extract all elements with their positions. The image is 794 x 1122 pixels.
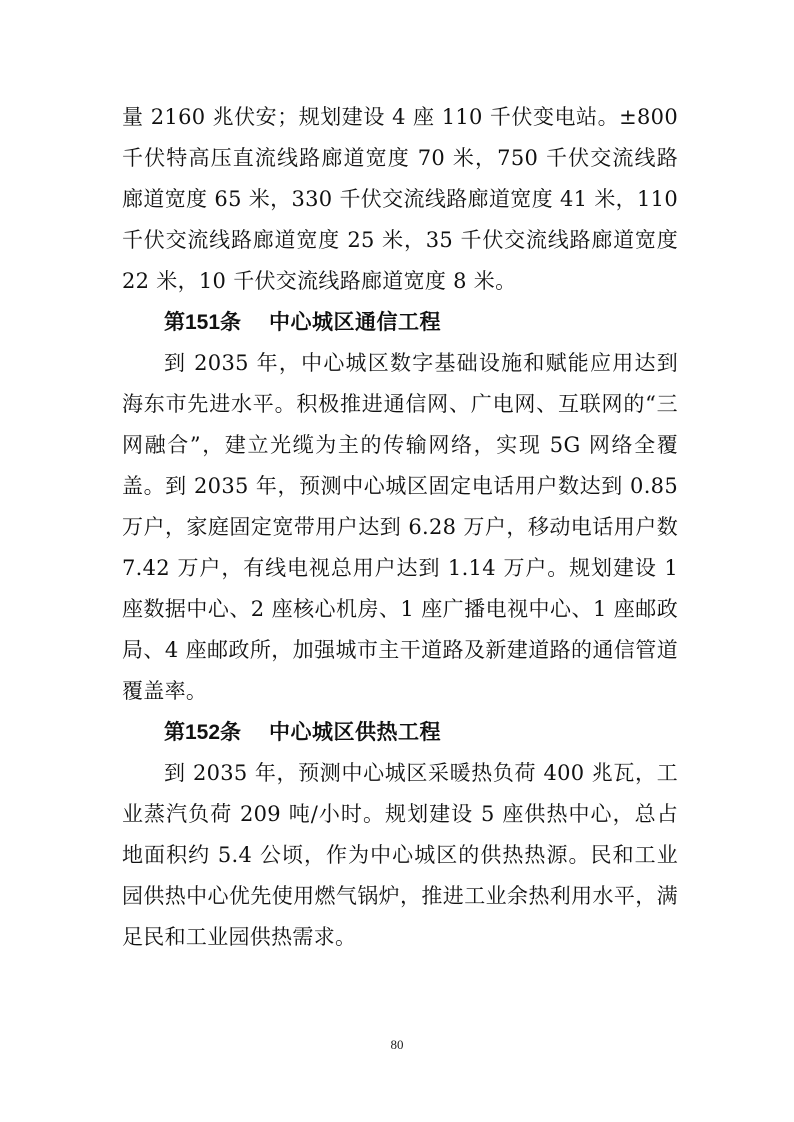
article-152-heading xyxy=(122,712,678,753)
paragraph-heating-engineering: 到 2035 年，预测中心城区采暖热负荷 400 兆瓦，工业蒸汽负荷 209 吨/小时。规划建设 5 座供热中心，总占地面积约 5.4 公顷，作为中心城区的供热热源。民和工业园供热中心优先使用燃气锅炉，推进工业余热利用水平，满足民和工业园供热需求。 xyxy=(122,761,678,949)
paragraph-communication-engineering: 到 2035 年，中心城区数字基础设施和赋能应用达到海东市先进水平。积极推进通信网、广电网、互联网的“三网融合”，建立光缆为主的传输网络，实现 5G 网络全覆盖。到 2035 年，预测中心城区固定电话用户数达到 0.85 万户，家庭固定宽带用户达到 6.28 万户，移动电话用户数 7.42 万户，有线电视总用户达到 1.14 万户。规划建设 1 座数据中心、2 座核心机房、1 座广播电视中心、1 座邮政局、4 座邮政所，加强城市主干道路及新建道路的通信管道覆盖率。 xyxy=(122,351,678,703)
article-152-title: 中心城区供热工程 xyxy=(269,720,442,744)
article-151-number: 第151条 xyxy=(164,311,242,334)
page-number: 80 xyxy=(390,1037,404,1052)
article-152-number: 第152条 xyxy=(164,721,242,744)
paragraph-power-corridors: 量 2160 兆伏安；规划建设 4 座 110 千伏变电站。±800 千伏特高压直流线路廊道宽度 70 米，750 千伏交流线路廊道宽度 65 米，330 千伏交流线路廊道宽度 41 米，110 千伏交流线路廊道宽度 25 米，35 千伏交流线路廊道宽度 22 米，10 千伏交流线路廊道宽度 8 米。 xyxy=(122,105,678,293)
article-151-heading xyxy=(122,302,678,343)
article-151-title: 中心城区通信工程 xyxy=(269,310,442,334)
page-body xyxy=(122,97,678,958)
